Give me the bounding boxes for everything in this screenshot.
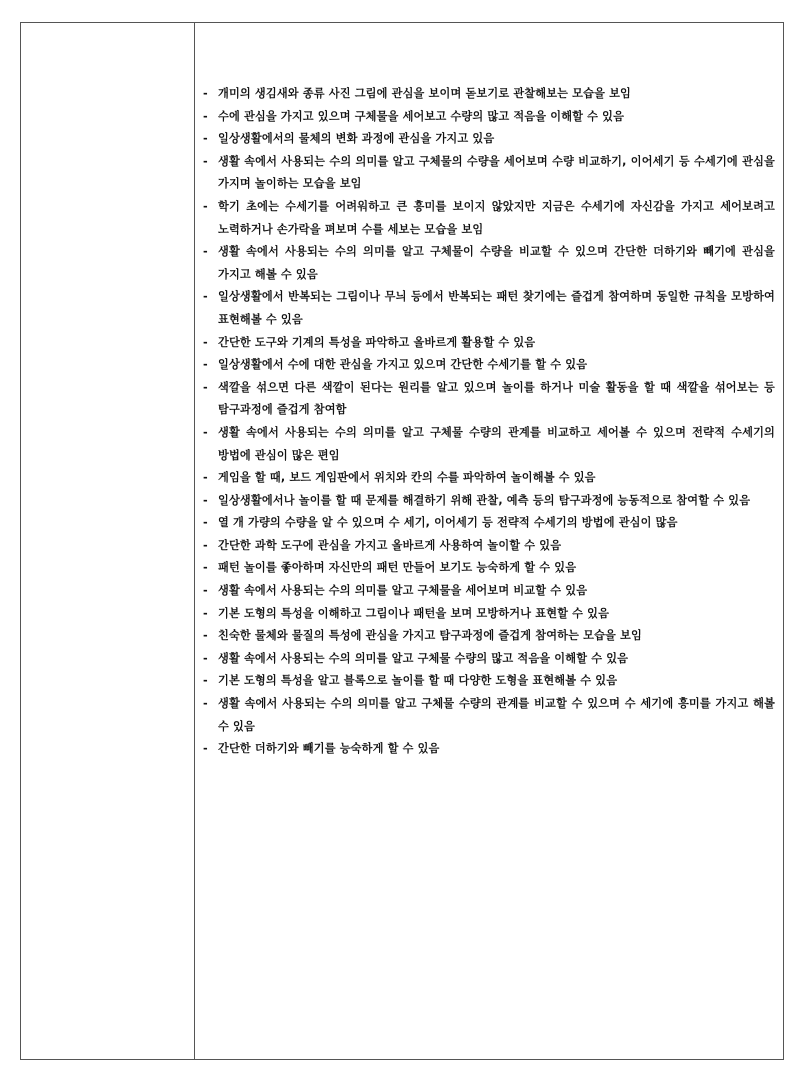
observation-text: 수에 관심을 가지고 있으며 구체물을 세어보고 수량의 많고 적음을 이해할 수 있음 [218, 109, 625, 123]
observation-text: 기본 도형의 특성을 알고 블록으로 놀이를 할 때 다양한 도형을 표현해볼 수 있음 [218, 674, 618, 688]
list-bullet-dash: - [203, 132, 208, 146]
list-bullet-dash: - [203, 358, 208, 372]
list-item [203, 106, 775, 129]
observation-text: 생활 속에서 사용되는 수의 의미를 알고 구체물 수량의 관계를 비교할 수 있으며 수 세기에 흥미를 가지고 해볼 수 있음 [218, 697, 775, 733]
list-item [203, 738, 775, 761]
table-label-cell [21, 23, 195, 1059]
list-item [203, 83, 775, 106]
list-bullet-dash: - [203, 471, 208, 485]
table-content-cell [195, 23, 783, 1059]
list-bullet-dash: - [203, 606, 208, 620]
list-bullet-dash: - [203, 674, 208, 688]
record-table [20, 22, 784, 1060]
list-item [203, 241, 775, 286]
list-item [203, 512, 775, 535]
list-item [203, 128, 775, 151]
list-item [203, 603, 775, 626]
list-item [203, 557, 775, 580]
observation-text: 생활 속에서 사용되는 수의 의미를 알고 구체물의 수량을 세어보며 수량 비교하기, 이어세기 등 수세기에 관심을 가지며 놀이하는 모습을 보임 [218, 154, 775, 191]
list-bullet-dash: - [203, 335, 208, 349]
observation-list [203, 83, 775, 761]
observation-text: 색깔을 섞으면 다른 색깔이 된다는 원리를 알고 있으며 놀이를 하거나 미술 활동을 할 때 색깔을 섞어보는 등 탐구과정에 즐겁게 참여함 [218, 380, 775, 417]
observation-text: 학기 초에는 수세기를 어려워하고 큰 흥미를 보이지 않았지만 지금은 수세기에 자신감을 가지고 세어보려고 노력하거나 손가락을 펴보며 수를 세보는 모습을 보임 [218, 199, 775, 236]
list-bullet-dash: - [203, 199, 208, 213]
list-item [203, 648, 775, 671]
observation-text: 일상생활에서 수에 대한 관심을 가지고 있으며 간단한 수세기를 할 수 있음 [218, 358, 588, 372]
observation-text: 열 개 가량의 수량을 알 수 있으며 수 세기, 이어세기 등 전략적 수세기의 방법에 관심이 많음 [218, 516, 678, 530]
observation-text: 친숙한 물체와 물질의 특성에 관심을 가지고 탐구과정에 즐겁게 참여하는 모습을 보임 [218, 629, 642, 643]
observation-text: 생활 속에서 사용되는 수의 의미를 알고 구체물이 수량을 비교할 수 있으며 간단한 더하기와 빼기에 관심을 가지고 해볼 수 있음 [218, 245, 775, 281]
list-item [203, 354, 775, 377]
observation-text: 간단한 도구와 기계의 특성을 파악하고 올바르게 활용할 수 있음 [218, 335, 536, 349]
list-item [203, 670, 775, 693]
list-bullet-dash: - [203, 629, 208, 643]
list-item [203, 580, 775, 603]
list-bullet-dash: - [203, 109, 208, 123]
list-bullet-dash: - [203, 290, 208, 304]
observation-text: 생활 속에서 사용되는 수의 의미를 알고 구체물 수량의 관계를 비교하고 세어볼 수 있으며 전략적 수세기의 방법에 관심이 많은 편임 [218, 425, 775, 462]
observation-text: 생활 속에서 사용되는 수의 의미를 알고 구체물을 세어보며 비교할 수 있음 [218, 584, 588, 598]
observation-text: 게임을 할 때, 보드 게임판에서 위치와 칸의 수를 파악하여 놀이해볼 수 있음 [218, 471, 596, 485]
observation-text: 간단한 과학 도구에 관심을 가지고 올바르게 사용하여 놀이할 수 있음 [218, 538, 562, 552]
observation-text: 개미의 생김새와 종류 사진 그림에 관심을 보이며 돋보기로 관찰해보는 모습을 보임 [218, 87, 631, 100]
observation-text: 기본 도형의 특성을 이해하고 그림이나 패턴을 보며 모방하거나 표현할 수 있음 [218, 606, 610, 620]
list-item [203, 625, 775, 648]
list-bullet-dash: - [203, 584, 208, 598]
list-item [203, 422, 775, 467]
list-bullet-dash: - [203, 380, 208, 394]
observation-text: 일상생활에서의 물체의 변화 과정에 관심을 가지고 있음 [218, 132, 495, 146]
observation-text: 간단한 더하기와 빼기를 능숙하게 할 수 있음 [218, 742, 440, 756]
list-bullet-dash: - [203, 697, 208, 711]
list-bullet-dash: - [203, 651, 208, 665]
observation-text: 생활 속에서 사용되는 수의 의미를 알고 구체물 수량의 많고 적음을 이해할 수 있음 [218, 651, 629, 665]
list-item [203, 377, 775, 422]
list-bullet-dash: - [203, 561, 208, 575]
observation-text: 일상생활에서 반복되는 그림이나 무늬 등에서 반복되는 패턴 찾기에는 즐겁게 참여하며 동일한 규칙을 모방하여 표현해볼 수 있음 [218, 290, 775, 326]
list-item [203, 467, 775, 490]
list-bullet-dash: - [203, 425, 208, 439]
list-item [203, 151, 775, 196]
observation-text: 패턴 놀이를 좋아하며 자신만의 패턴 만들어 보기도 능숙하게 할 수 있음 [218, 561, 577, 575]
list-bullet-dash: - [203, 516, 208, 530]
observation-text: 일상생활에서나 놀이를 할 때 문제를 해결하기 위해 관찰, 예측 등의 탐구과정에 능동적으로 참여할 수 있음 [218, 493, 751, 507]
list-item [203, 196, 775, 241]
list-item [203, 535, 775, 558]
list-item [203, 693, 775, 738]
list-bullet-dash: - [203, 245, 208, 259]
list-bullet-dash: - [203, 87, 208, 100]
list-item [203, 286, 775, 331]
list-bullet-dash: - [203, 538, 208, 552]
list-bullet-dash: - [203, 742, 208, 756]
list-item [203, 332, 775, 355]
list-item [203, 490, 775, 513]
list-bullet-dash: - [203, 154, 208, 168]
list-bullet-dash: - [203, 493, 208, 507]
